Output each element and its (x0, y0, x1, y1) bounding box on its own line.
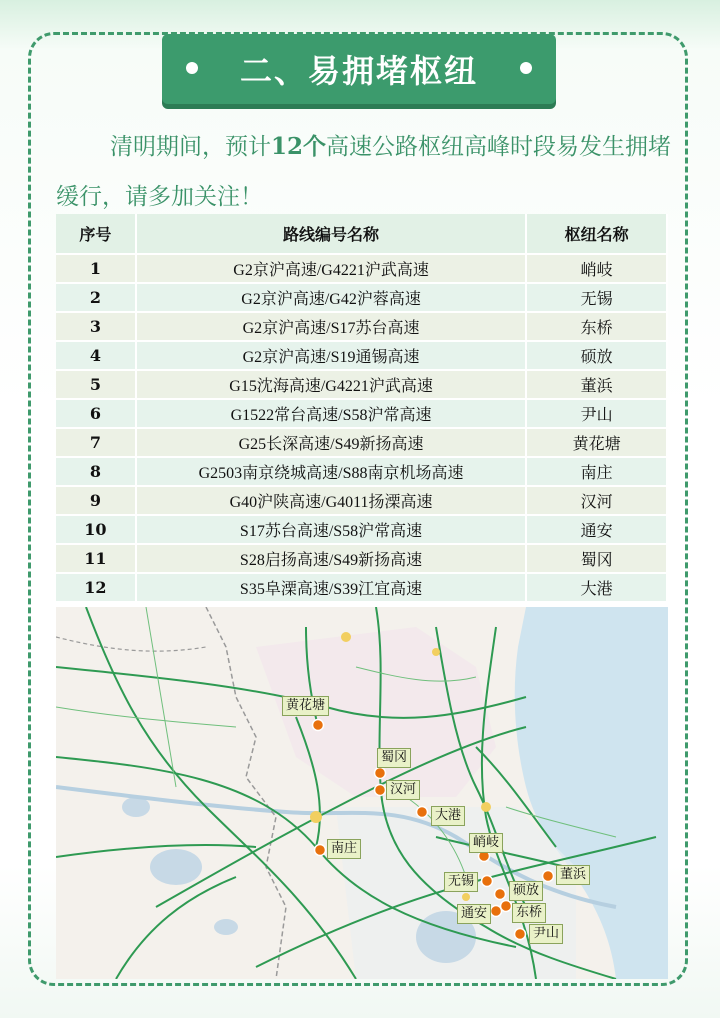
marker-huanghuatang (313, 720, 324, 731)
section-title: 二、易拥堵枢纽 (239, 52, 478, 90)
row-hub: 东桥 (526, 312, 667, 341)
row-hub: 汉河 (526, 486, 667, 515)
label-shugang: 蜀冈 (377, 748, 411, 768)
row-route: G1522常台高速/S58沪常高速 (136, 399, 526, 428)
hub-table (56, 214, 668, 601)
row-no: 12 (56, 573, 136, 601)
table-header-row (56, 214, 667, 254)
marker-dongbang (543, 871, 554, 882)
table-row (56, 573, 667, 601)
row-route: G40沪陕高速/G4011扬溧高速 (136, 486, 526, 515)
map-graphic (56, 607, 668, 979)
row-hub: 大港 (526, 573, 667, 601)
row-route: S35阜溧高速/S39江宜高速 (136, 573, 526, 601)
label-nanzhuang: 南庄 (327, 839, 361, 859)
row-route: S17苏台高速/S58沪常高速 (136, 515, 526, 544)
marker-nanzhuang (315, 845, 326, 856)
row-hub: 董浜 (526, 370, 667, 399)
row-hub: 黄花塘 (526, 428, 667, 457)
row-no: 8 (56, 457, 136, 486)
row-hub: 峭岐 (526, 254, 667, 283)
marker-wuxi (482, 876, 493, 887)
header-route: 路线编号名称 (136, 214, 526, 254)
row-no: 9 (56, 486, 136, 515)
table-row (56, 341, 667, 370)
row-no: 5 (56, 370, 136, 399)
row-no: 7 (56, 428, 136, 457)
row-route: G2503南京绕城高速/S88南京机场高速 (136, 457, 526, 486)
label-yinshan: 尹山 (529, 924, 563, 944)
row-route: G2京沪高速/S19通锡高速 (136, 341, 526, 370)
intro-text (56, 122, 676, 222)
row-hub: 南庄 (526, 457, 667, 486)
table-row (56, 486, 667, 515)
table-row (56, 544, 667, 573)
row-hub: 尹山 (526, 399, 667, 428)
intro-count: 12个 (271, 133, 327, 160)
table-row (56, 428, 667, 457)
row-hub: 通安 (526, 515, 667, 544)
row-hub: 硕放 (526, 341, 667, 370)
row-no: 11 (56, 544, 136, 573)
label-shuofang: 硕放 (509, 881, 543, 901)
marker-yinshan (515, 929, 526, 940)
table-row (56, 312, 667, 341)
row-route: S28启扬高速/S49新扬高速 (136, 544, 526, 573)
intro-after: 高速公路枢纽高峰时段易发生拥堵缓行，请多加关注！ (56, 134, 672, 210)
row-route: G25长深高速/S49新扬高速 (136, 428, 526, 457)
hub-map (56, 607, 668, 979)
banner-dot-right (520, 62, 532, 74)
table-row (56, 457, 667, 486)
header-no: 序号 (56, 214, 136, 254)
marker-shuofang (495, 889, 506, 900)
marker-dagang (417, 807, 428, 818)
label-qiaoqi: 峭岐 (469, 833, 503, 853)
table-row (56, 515, 667, 544)
label-hanhe: 汉河 (386, 780, 420, 800)
label-dongbang: 董浜 (556, 865, 590, 885)
row-no: 4 (56, 341, 136, 370)
table-row (56, 370, 667, 399)
row-no: 3 (56, 312, 136, 341)
marker-hanhe (375, 785, 386, 796)
label-dagang: 大港 (431, 806, 465, 826)
row-route: G2京沪高速/G4221沪武高速 (136, 254, 526, 283)
label-wuxi: 无锡 (444, 872, 478, 892)
marker-dongqiao (501, 901, 512, 912)
marker-tongan (491, 906, 502, 917)
row-route: G2京沪高速/S17苏台高速 (136, 312, 526, 341)
row-route: G15沈海高速/G4221沪武高速 (136, 370, 526, 399)
row-hub: 无锡 (526, 283, 667, 312)
banner-dot-left (186, 62, 198, 74)
label-huanghuatang: 黄花塘 (282, 696, 329, 716)
section-banner (162, 34, 556, 104)
table-row (56, 283, 667, 312)
header-hub: 枢纽名称 (526, 214, 667, 254)
intro-before: 清明期间，预计 (110, 134, 271, 160)
table-row (56, 399, 667, 428)
row-hub: 蜀冈 (526, 544, 667, 573)
marker-shugang (375, 768, 386, 779)
row-no: 1 (56, 254, 136, 283)
row-no: 2 (56, 283, 136, 312)
row-route: G2京沪高速/G42沪蓉高速 (136, 283, 526, 312)
label-tongan: 通安 (457, 904, 491, 924)
label-dongqiao: 东桥 (512, 903, 546, 923)
row-no: 10 (56, 515, 136, 544)
table-row (56, 254, 667, 283)
row-no: 6 (56, 399, 136, 428)
